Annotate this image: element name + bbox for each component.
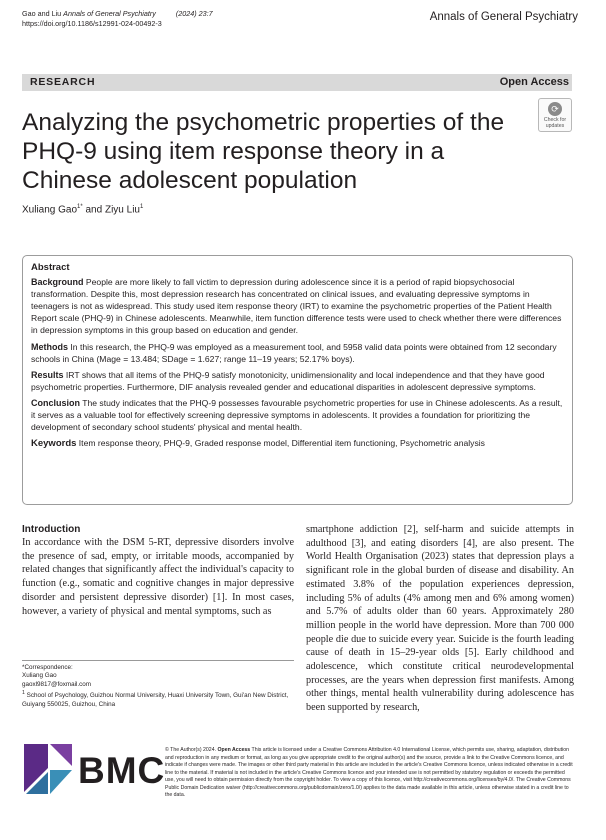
keywords-text: Item response theory, PHQ-9, Graded response model, Differential item functioning, Psychometric analysis bbox=[78, 438, 485, 449]
journal-name: Annals of General Psychiatry bbox=[429, 11, 578, 23]
open-access-label: Open Access bbox=[499, 76, 569, 88]
open-access-tag: Open Access bbox=[217, 747, 251, 753]
license-text: This article is licensed under a Creative Commons Attribution 4.0 International License, which permits use, sharing, adaptation, distribution and reproduction in any medium or format, as long as you give appropriate credit to the original author(s) and the source, provide a link to the Creative Commons licence, and indicate if changes were made. The images or other third party material in this article are included in the article's Creative Commons licence, unless indicated otherwise in a credit line to the material. If material is not included in the article's Creative Commons licence and your intended use is not permitted by statutory regulation or exceeds the permitted use, you will need to obtain permission directly from the copyright holder. To view a copy of this licence, visit http://creativecommons.org/licenses/by/4.0/. The Creative Commons Public Domain Dedication waiver (http://creativecommons.org/publicdomain/zero/1.0/) applies to the data made available in this article, unless otherwise stated in a credit line to the data. bbox=[165, 747, 573, 798]
affiliation-text: School of Psychology, Guizhou Normal University, Huaxi University Town, Gui'an New District, Guiyang 550025, Guizhou, China bbox=[22, 692, 289, 708]
check-for-updates-line2: updates bbox=[545, 123, 565, 129]
author-list bbox=[22, 204, 143, 215]
author-affiliation-mark: 1* bbox=[77, 204, 83, 210]
author-affiliation-mark: 1 bbox=[139, 204, 144, 210]
methods-text: In this research, the PHQ-9 was employed as a measurement tool, and 5958 valid data points were obtained from 12 secondary schools in China (Mage = 13.484; SDage = 1.627; range 11–19 years; 52.17% boys). bbox=[31, 341, 557, 364]
correspondence-label: *Correspondence: bbox=[22, 664, 73, 671]
logo-shape-violet bbox=[50, 744, 72, 766]
author-name[interactable]: Ziyu Liu bbox=[104, 204, 140, 216]
citation-authors: Gao and Liu bbox=[22, 9, 62, 18]
conclusion-label: Conclusion bbox=[31, 397, 80, 408]
methods-label: Methods bbox=[31, 341, 68, 352]
correspondence-name: Xuliang Gao bbox=[22, 672, 57, 680]
correspondence-email[interactable]: gaoxl9817@foxmail.com bbox=[22, 680, 92, 688]
background-text: People are more likely to fall victim to depression during adolescence since it is a period of rapid biopsychosocial transformation. Despite this, most depression research has concentrated on clinical issues, and evaluating depressive symptoms in teenagers is not as widespread. This study used item response theory (IRT) to examine the psychometric properties of the Patient Health Report scale (PHQ-9) in Chinese adolescents. Meanwhile, item function difference tests were used to check whether there were differences in depression symptoms in this group based on education and gender. bbox=[31, 277, 562, 336]
citation-line bbox=[22, 9, 213, 19]
license-statement bbox=[165, 747, 575, 800]
background-label: Background bbox=[31, 277, 84, 288]
citation-journal: Annals of General Psychiatry bbox=[63, 9, 156, 18]
introduction-heading: Introduction bbox=[22, 524, 81, 535]
abstract-keywords bbox=[31, 437, 564, 450]
author-name[interactable]: Xuliang Gao bbox=[22, 204, 78, 216]
abstract-results bbox=[31, 369, 564, 393]
body-text-left: In accordance with the DSM 5-RT, depressive disorders involve the presence of sad, empty, or irritable moods, accompanied by related changes that significantly affect the individual's capacity to function (e.g., somatic and cognitive changes in major depressive disorder and persistent depressive disorder) [1]. In most cases, however, a variety of physical and mental symptoms, such as bbox=[22, 537, 294, 617]
publisher-logo-text: BMC bbox=[78, 750, 166, 791]
logo-shape-teal bbox=[50, 770, 72, 794]
body-text-right: smartphone addiction [2], self-harm and suicide attempts in adulthood [3], and eating disorders [4], are also present. The World Health Organisation (2023) states that depression plays a significant role in the global burden of disease and disability. An estimated 3.8% of the population experiences depression, including 5% of adults (4% among men and 6% among women) and 5.7% of adults older than 60 years. Approximately 280 million people in the world have depression. More than 700 000 people die due to suicide every year. Suicide is the fourth leading cause of death in 15–29-year olds [5]. Early childhood and adolescence, which constitute critical neurodevelopmental processes, are the years when depression first manifests. Among other things, mental health vulnerability during adolescence has been supported by research, bbox=[306, 524, 574, 714]
running-header bbox=[22, 9, 213, 29]
bmc-logo-icon bbox=[22, 742, 74, 796]
doi-link[interactable]: https://doi.org/10.1186/s12991-024-00492-3 bbox=[22, 19, 162, 28]
abstract-conclusion bbox=[31, 397, 564, 433]
abstract-heading: Abstract bbox=[31, 262, 70, 273]
publisher-logo bbox=[22, 742, 166, 796]
author-conjunction: and bbox=[82, 204, 105, 216]
abstract-background bbox=[31, 276, 564, 336]
affiliation bbox=[22, 689, 294, 709]
body-column-left bbox=[22, 523, 294, 618]
abstract-box bbox=[22, 255, 573, 505]
correspondence-note bbox=[22, 660, 294, 709]
citation-volume: (2024) 23:7 bbox=[175, 9, 213, 18]
article-title: Analyzing the psychometric properties of the PHQ-9 using item response theory in a Chinese adolescent population bbox=[22, 109, 505, 194]
results-label: Results bbox=[31, 369, 64, 380]
body-column-right bbox=[306, 523, 574, 715]
refresh-icon: ⟳ bbox=[548, 102, 562, 116]
article-type-band bbox=[22, 74, 572, 91]
abstract-methods bbox=[31, 341, 564, 365]
article-type-label: RESEARCH bbox=[30, 76, 96, 88]
keywords-label: Keywords bbox=[31, 438, 77, 450]
conclusion-text: The study indicates that the PHQ-9 possesses favourable psychometric properties for use in Chinese adolescents. As a result, it serves as a valuable tool for effectively screening depressive symptoms in adolescents. It provides a foundation for prioritizing the development of secondary school students' physical and mental health. bbox=[31, 397, 563, 433]
results-text: IRT shows that all items of the PHQ-9 satisfy monotonicity, unidimensionality and local independence and that they have good psychometric properties. Furthermore, DIF analysis revealed gender and educational disparities in adolescent depressive symptoms. bbox=[31, 369, 545, 392]
check-for-updates-button[interactable] bbox=[538, 98, 572, 132]
check-for-updates-line1: Check for bbox=[543, 117, 567, 123]
copyright-text: © The Author(s) 2024. bbox=[165, 747, 217, 753]
affiliation-mark: 1 bbox=[22, 690, 25, 697]
